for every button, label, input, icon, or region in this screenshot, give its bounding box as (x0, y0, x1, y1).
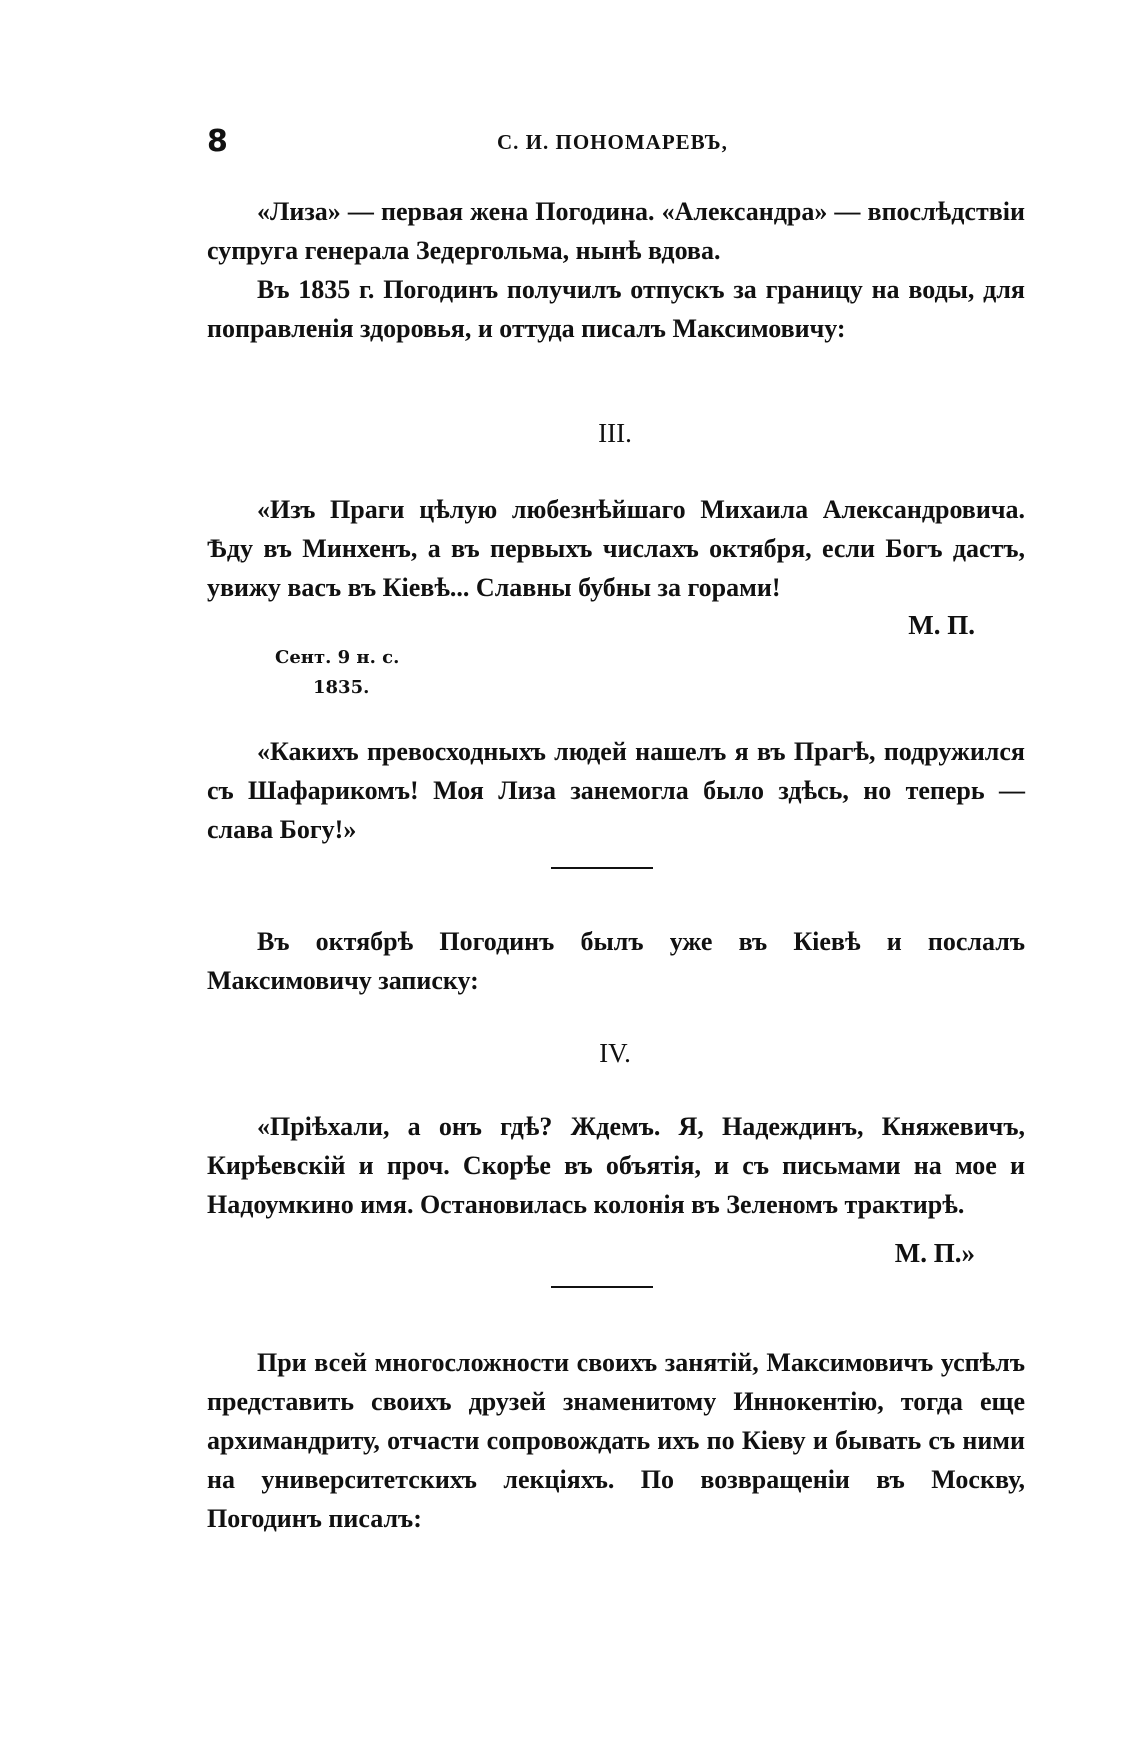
letter-kiev-note: «Пріѣхали, а онъ гдѣ? Ждемъ. Я, Надеждинъ, Княжевичъ, Кирѣевскій и проч. Скорѣе въ объятія, и съ письмами на мое и Надоумкино имя. Остановилась колонія въ Зеленомъ трактирѣ. (207, 1112, 1025, 1219)
page-number: 8 (207, 124, 228, 159)
paragraph-1835-trip: Въ 1835 г. Погодинъ получилъ отпускъ за границу на воды, для поправленія здоровья, и оттуда писалъ Максимовичу: (207, 275, 1025, 343)
divider-rule-2 (551, 1286, 653, 1288)
paragraph-lisa: «Лиза» — первая жена Погодина. «Александра» — впослѣдствіи супруга генерала Зедергольма, нынѣ вдова. (207, 197, 1025, 265)
letter-date (275, 643, 399, 703)
running-head: С. И. ПОНОМАРЕВЪ, (497, 130, 728, 154)
letter-date-year: 1835. (313, 677, 370, 698)
section-number-three: III. (598, 418, 632, 448)
letter-prague: «Изъ Праги цѣлую любезнѣйшаго Михаила Александровича. Ѣду въ Минхенъ, а въ первыхъ числахъ октября, если Богъ дастъ, увижу васъ въ Кіевѣ... Славны бубны за горами! (207, 495, 1025, 602)
signature-mp-closing: М. П.» (894, 1238, 975, 1268)
page-header (207, 124, 1025, 164)
divider-rule (551, 867, 653, 869)
section-number-four: IV. (599, 1038, 631, 1068)
letter-date-day: Сент. 9 н. с. (275, 647, 400, 668)
paragraph-innokenty: При всей многосложности своихъ занятій, Максимовичъ успѣлъ представить своихъ друзей знаменитому Иннокентію, тогда еще архимандриту, отчасти сопровождать ихъ по Кіеву и бывать съ ними на университетскихъ лекціяхъ. По возвращеніи въ Москву, Погодинъ писалъ: (207, 1348, 1025, 1533)
letter-prague-continued: «Какихъ превосходныхъ людей нашелъ я въ Прагѣ, подружился съ Шафарикомъ! Моя Лиза занемогла было здѣсь, но теперь — слава Богу!» (207, 737, 1025, 844)
paragraph-october: Въ октябрѣ Погодинъ былъ уже въ Кіевѣ и послалъ Максимовичу записку: (207, 927, 1025, 995)
signature-mp: М. П. (908, 610, 975, 640)
